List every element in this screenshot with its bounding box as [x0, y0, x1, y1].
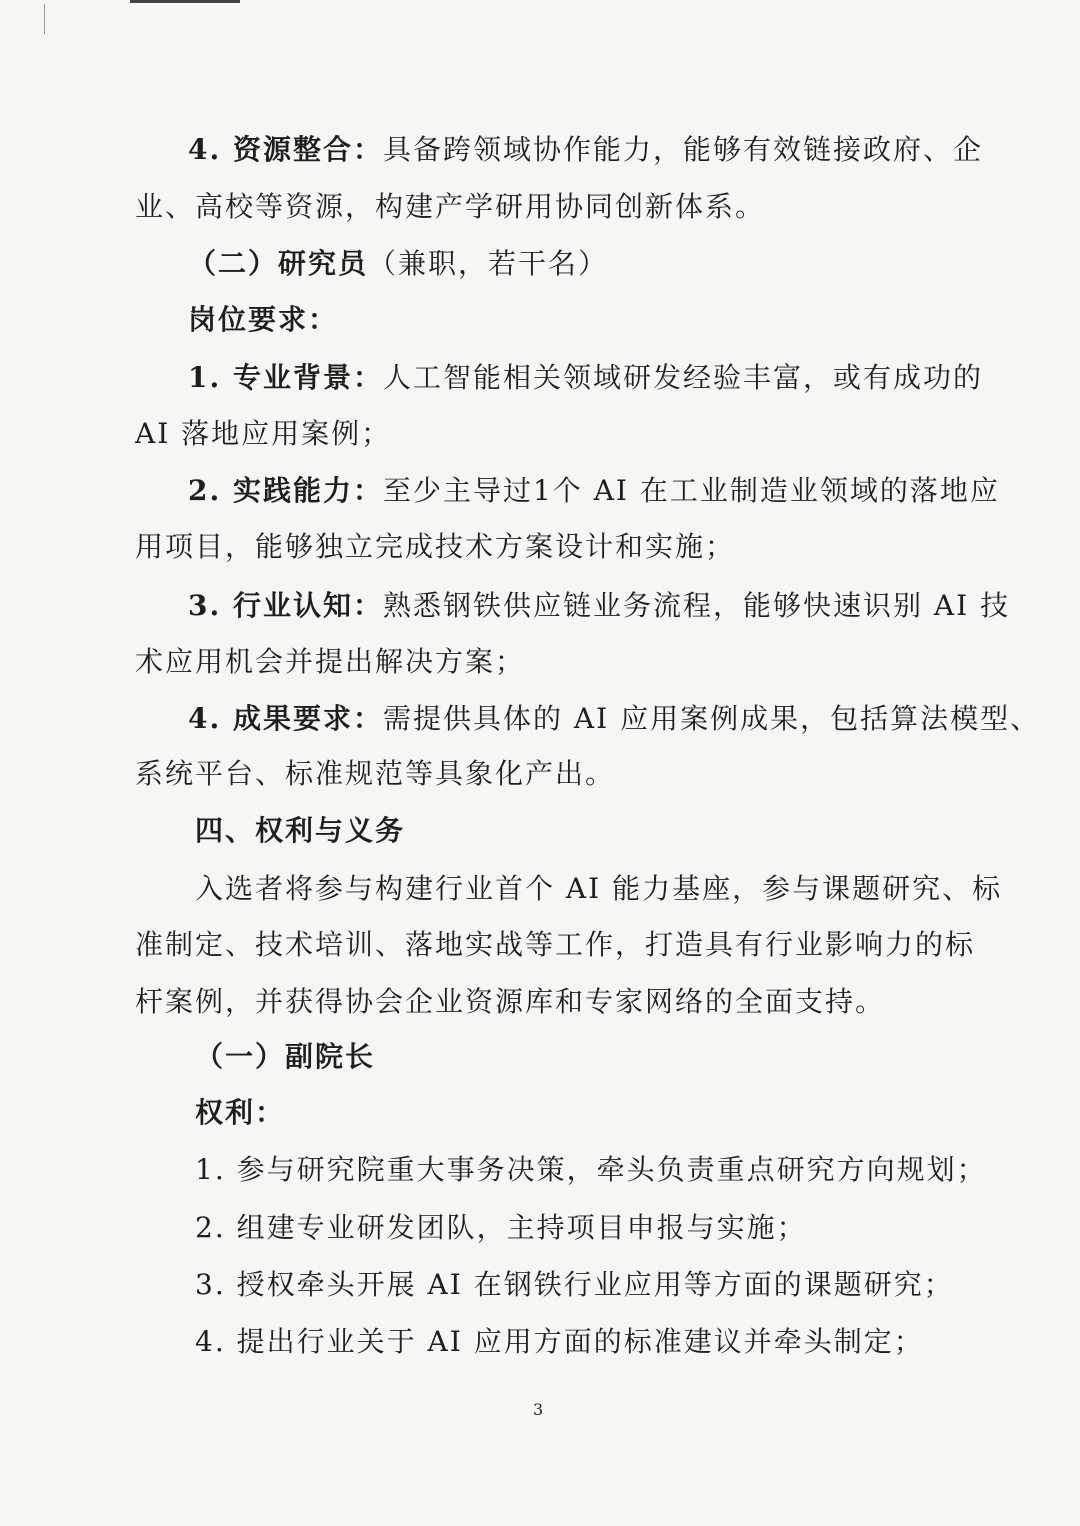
text-line — [195, 1322, 924, 1362]
text-line — [135, 527, 735, 567]
text-line — [135, 187, 765, 227]
bold-heading: 3. 行业认知： — [188, 589, 383, 622]
page-number: 3 — [533, 1400, 544, 1419]
line-text: 3. 授权牵头开展 AI 在钢铁行业应用等方面的课题研究； — [195, 1268, 954, 1301]
text-line — [188, 699, 1040, 739]
bold-heading: （二）研究员 — [188, 247, 369, 280]
line-text: 需提供具体的 AI 应用案例成果，包括算法模型、 — [382, 702, 1041, 735]
text-line — [188, 471, 1000, 511]
text-line — [195, 869, 1002, 909]
line-text: 用项目，能够独立完成技术方案设计和实施； — [135, 530, 736, 563]
text-line — [188, 300, 338, 340]
bold-heading: 1. 专业背景： — [188, 361, 383, 394]
text-line — [135, 414, 391, 454]
text-line — [188, 586, 1010, 626]
bold-heading: 权利： — [195, 1096, 286, 1129]
line-text: 业、高校等资源，构建产学研用协同创新体系。 — [135, 190, 766, 223]
bold-heading: 4. 成果要求： — [188, 702, 383, 735]
line-text: 熟悉钢铁供应链业务流程，能够快速识别 AI 技 — [382, 589, 1011, 622]
scan-artifact — [130, 0, 240, 3]
text-line — [195, 811, 405, 851]
line-text: 术应用机会并提出解决方案； — [135, 645, 526, 678]
bold-heading: 岗位要求： — [188, 303, 339, 336]
line-text: 杆案例，并获得协会企业资源库和专家网络的全面支持。 — [135, 985, 886, 1018]
scan-artifact — [44, 4, 45, 34]
text-line — [135, 982, 885, 1022]
line-text: 1. 参与研究院重大事务决策，牵头负责重点研究方向规划； — [195, 1153, 987, 1186]
text-line — [195, 1265, 954, 1305]
line-text: 至少主导过1个 AI 在工业制造业领域的落地应 — [382, 474, 1000, 507]
line-text: 2. 组建专业研发团队，主持项目申报与实施； — [195, 1211, 807, 1244]
line-text: 系统平台、标准规范等具象化产出。 — [135, 757, 616, 790]
text-line — [195, 1093, 285, 1133]
text-line — [188, 358, 983, 398]
line-text: 入选者将参与构建行业首个 AI 能力基座，参与课题研究、标 — [195, 872, 1003, 905]
text-line — [135, 925, 975, 965]
text-line — [188, 130, 983, 170]
text-line — [195, 1037, 375, 1077]
bold-heading: （一）副院长 — [195, 1040, 376, 1073]
text-line — [195, 1208, 807, 1248]
bold-heading: 四、权利与义务 — [195, 814, 406, 847]
text-line — [135, 754, 615, 794]
text-line — [188, 244, 608, 284]
line-text: 准制定、技术培训、落地实战等工作，打造具有行业影响力的标 — [135, 928, 976, 961]
line-text: AI 落地应用案例； — [135, 417, 392, 450]
line-text: 4. 提出行业关于 AI 应用方面的标准建议并牵头制定； — [195, 1325, 924, 1358]
line-text: 人工智能相关领域研发经验丰富，或有成功的 — [382, 361, 983, 394]
text-line — [135, 642, 525, 682]
bold-heading: 4. 资源整合： — [188, 133, 383, 166]
text-line — [195, 1150, 987, 1190]
bold-heading: 2. 实践能力： — [188, 474, 383, 507]
line-text: 具备跨领域协作能力，能够有效链接政府、企 — [382, 133, 983, 166]
line-text: （兼职，若干名） — [368, 247, 609, 280]
